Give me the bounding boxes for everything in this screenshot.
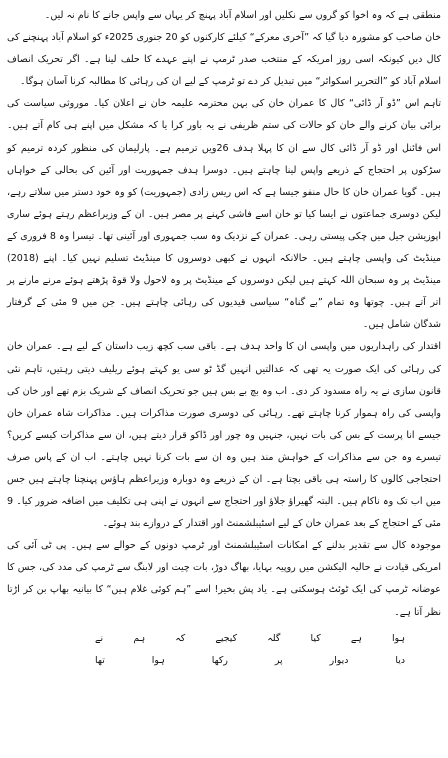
couplet-word: دیا xyxy=(395,654,405,666)
couplet-word: ہوا xyxy=(151,654,165,666)
couplet-word: کیا xyxy=(310,632,321,644)
article-paragraph: موجودہ کال سے تقدیر بدلنے کے امکانات اسٹیبلشمنٹ اور ٹرمپ دونوں کے حوالے سے ہیں۔ پی ٹی آئی کی امریکی قیادت نے حالیہ الیکشن میں روپیہ بہایا، بھاگ دوڑ، بات چیت اور لابنگ سے ٹرمپ کی مدد کی، جس کا عوضانہ ٹرمپ کی ایک ٹوئٹ ہوسکتی ہے۔ یاد پش بخیر! اسے ”ہم کوئی غلام ہیں“ کا بیانیہ بھاپ بن کر اڑتا نظر آتا ہے۔ xyxy=(7,540,441,618)
couplet-word: رکھا xyxy=(211,654,228,666)
article-paragraph: خان صاحب کو مشورہ دیا گیا کہ ”آخری معرکے“ کیلئے کارکنوں کو 20 جنوری 2025ء کو اسلام آباد پہنچنے کی کال دیں کیونکہ اسی روز امریکہ کے منتخب صدر ٹرمپ نے اپنے عہدے کا حلف لینا ہے۔ اگر تحریک انصاف اسلام آباد کو ”التحریر اسکوائر“ میں تبدیل کر دے تو ٹرمپ کے لیے ان کی رہائی کا مطالبہ کرنا آسان ہوگا۔ xyxy=(7,32,441,88)
couplet-line-2 xyxy=(95,650,441,672)
article-paragraph: اقتدار کی راہداریوں میں واپسی ان کا واحد ہدف ہے۔ باقی سب کچھ زیب داستان کے لیے ہے۔ عمران خان کی رہائی کی ایک صورت یہ تھی کہ عدالتیں انہیں گڈ ٹو سی یو کہتے ہوئے ریلیف دیتی رہتیں، تاہم نئی قانون سازی نے یہ راہ مسدود کر دی۔ اب وہ بچ بے بس ہیں جو تحریک انصاف کے شریک بزم تھے اور خان کی واپسی کی راہ ہموار کرنا چاہتے تھے۔ رہائی کی دوسری صورت مذاکرات ہیں۔ مذاکرات شاہ عمران خان جیسے انا پرست کے بس کی بات نہیں، جنہیں وہ چور اور ڈاکو قرار دیتے ہیں، ان سے مذاکرات کیسے کریں؟ تیسرے وہ جن سے مذاکرات کے خواہش مند ہیں وہ ان سے بات کرنا نہیں چاہتے۔ اب ان کے پاس صرف احتجاجی کالوں کا راستہ ہی باقی بچتا ہے۔ ان کے ذریعے وہ دوبارہ وزیراعظم ہاؤس پہنچنا چاہتے ہیں جس میں اب تک وہ ناکام ہیں۔ البتہ گھیراؤ جلاؤ اور احتجاج سے انہوں نے اپنی ہی تکلیف میں اضافہ ضرور کیا۔ 9 مئی کے احتجاج کے بعد عمران خان کے لیے اسٹیبلشمنٹ اور اقتدار کے دروازے بند ہوئے۔ xyxy=(7,341,441,530)
article-paragraph: منطقی ہے کہ وہ اخوا کو گروں سے نکلیں اور اسلام آباد پہنچ کر یہاں سے واپس جانے کا نام نہ لیں۔ xyxy=(44,10,441,21)
couplet-word: کہ xyxy=(175,632,186,644)
couplet-word: ہے xyxy=(350,632,362,644)
couplet-word: دیوار xyxy=(329,654,349,666)
article-paragraph: تاہم اس ”ڈو آر ڈائی“ کال کا عمران خان کی بہن محترمہ علیمہ خان نے اعلان کیا۔ موروثی سیاست کی برائی بیان کرنے والے خان کو حالات کی ستم ظریفی نے یہ باور کرا یا کہ مشکل میں اپنے ہی کام آتے ہیں۔ اس فائنل اور ڈو آر ڈائی کال سے ان کا پہلا ہدف 26ویں ترمیم ہے۔ پارلیمان کی منظور کردہ ترمیم کو سڑکوں پر احتجاج کے ذریعے واپس لینا چاہتے ہیں۔ دوسرا ہدف جمہوریت اور آئین کی بحالی کے خواہاں ہیں۔ گویا عمران خان کا حال منفو جیسا ہے کہ اس ریس زادی (جمہوریت) کو وہ خود دستر میں سلاتے رہے، لیکن دوسری جماعتوں نے ایسا کیا تو خان اسے فاشی کہنے پر مصر ہیں۔ ان کے وزیراعظم رہتے ہوئے ساری اپوزیشن جیل میں چکی پیستی رہی۔ عمران کے نزدیک وہ سب جمہوری اور آئینی تھا۔ تیسرا وہ 8 فروری کے مینڈیٹ کی واپسی چاہتے ہیں۔ حالانکہ انہوں نے کبھی دوسروں کا مینڈیٹ تسلیم نہیں کیا۔ اپنے (2018) مینڈیٹ پر وہ سبحان اللہ کہتے ہیں لیکن دوسروں کے مینڈیٹ پر وہ لاحول ولا قوۃ پڑھتے ہوئے مرنے مارنے پر اتر آتے ہیں۔ چوتھا وہ تمام ”بے گناہ“ سیاسی قیدیوں کی رہائی چاہتے ہیں۔ جن میں 9 مئی کے گرفتار شدگان شامل ہیں۔ xyxy=(7,98,441,331)
couplet-word: ہوا xyxy=(392,632,405,644)
couplet-word: تھا xyxy=(95,654,105,666)
couplet-word: نے xyxy=(95,632,104,644)
couplet-word: کیجیے xyxy=(215,632,238,644)
couplet-word: گلہ xyxy=(267,632,281,644)
closing-couplet xyxy=(7,628,441,672)
couplet-word: پر xyxy=(274,654,283,666)
couplet-word: ہم xyxy=(133,632,146,644)
couplet-line-1 xyxy=(95,628,441,650)
